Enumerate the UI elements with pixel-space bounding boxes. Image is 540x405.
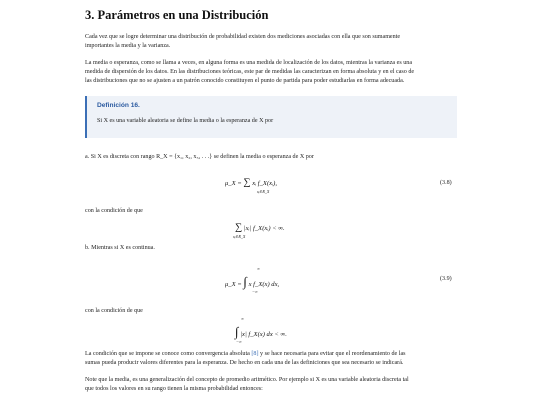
equation-3-9 [225, 274, 279, 290]
para3-line-1 [85, 350, 406, 358]
para3-line-1b: y se hace necesaria para evitar que el reordenamiento de las [258, 351, 406, 357]
eq39-rhs: x f_X(x) dx, [248, 281, 280, 288]
para4-line-1: Note que la media, es una generalización del concepto de promedio aritmético. Por ejemplo si X es una variable aleatoria discreta tal [85, 377, 409, 383]
cond2-upper-limit: ∞ [241, 316, 244, 321]
intro-line-2: importantes la media y la varianza. [85, 43, 171, 49]
item-b-text: b. Mientras si X es continua. [85, 245, 155, 251]
eq38-sum-index: xᵢ∈R_X [257, 189, 270, 194]
para2-line-1: La media o esperanza, como se llama a veces, en alguna forma es una medida de localización de los datos, mientras la varianza es una [85, 60, 413, 66]
cond1-sum-index: xᵢ∈R_X [233, 234, 246, 239]
cond2-expr: |x| f_X(x) dx < ∞. [240, 331, 287, 338]
cond1-expr: |xᵢ| f_X(xᵢ) < ∞. [243, 225, 285, 232]
para3-line-2: sumas pueda producir valores diferentes para la esperanza. De hecho en cada una de las definiciones que sea necesario se indicará. [85, 360, 404, 366]
section-title: 3. Parámetros en una Distribución [85, 8, 269, 22]
eq38-lhs: μ_X = [225, 180, 242, 187]
eq39-integral-symbol: ∫ [243, 274, 247, 289]
eq39-lhs: μ_X = [225, 281, 242, 288]
condition-2 [235, 324, 287, 340]
para3-line-1a: La condición que se impone se conoce como convergencia absoluta [85, 351, 252, 357]
eq38-number: (3.8) [440, 180, 452, 186]
eq38-rhs: xᵢ f_X(xᵢ), [252, 180, 277, 187]
cond2-integral-symbol: ∫ [235, 324, 239, 339]
eq39-upper-limit: ∞ [257, 266, 260, 271]
definition-title: Definición 16. [97, 102, 140, 109]
definition-text: Si X es una variable aleatoria se define la media o la esperanza de X por [97, 118, 274, 124]
citation-link[interactable]: [8] [251, 351, 259, 357]
para2-line-2: medida de dispersión de los datos. En las distribuciones teóricas, este par de medidas las caracterizan en forma absoluta y en el caso de [85, 69, 415, 75]
cond2-lower-limit: −∞ [236, 339, 242, 344]
para2-line-3: las distribuciones que no se ajusten a un patrón conocido constituyen el punto de partida para poder estudiarlas en forma adecuada. [85, 78, 405, 84]
cond1-sum-symbol: ∑ [235, 222, 243, 233]
intro-line-1: Cada vez que se logre determinar una distribución de probabilidad existen dos mediciones asociadas con ella que son sumamente [85, 34, 401, 40]
definition-box [85, 96, 457, 138]
eq38-sum-symbol: ∑ [243, 177, 251, 188]
eq39-lower-limit: −∞ [252, 289, 258, 294]
cond2-label: con la condición de que [85, 308, 143, 314]
equation-3-8 [225, 177, 277, 188]
condition-1 [235, 222, 285, 233]
para4-line-2: que todos los valores en su rango tienen la misma probabilidad entonces: [85, 386, 263, 392]
cond1-label: con la condición de que [85, 208, 143, 214]
eq39-number: (3.9) [440, 276, 452, 282]
item-a-text: a. Si X es discreta con rango R_X = {x₁, x₂, x₃, . . .} se definen la media o esperanza de X por [85, 154, 314, 160]
